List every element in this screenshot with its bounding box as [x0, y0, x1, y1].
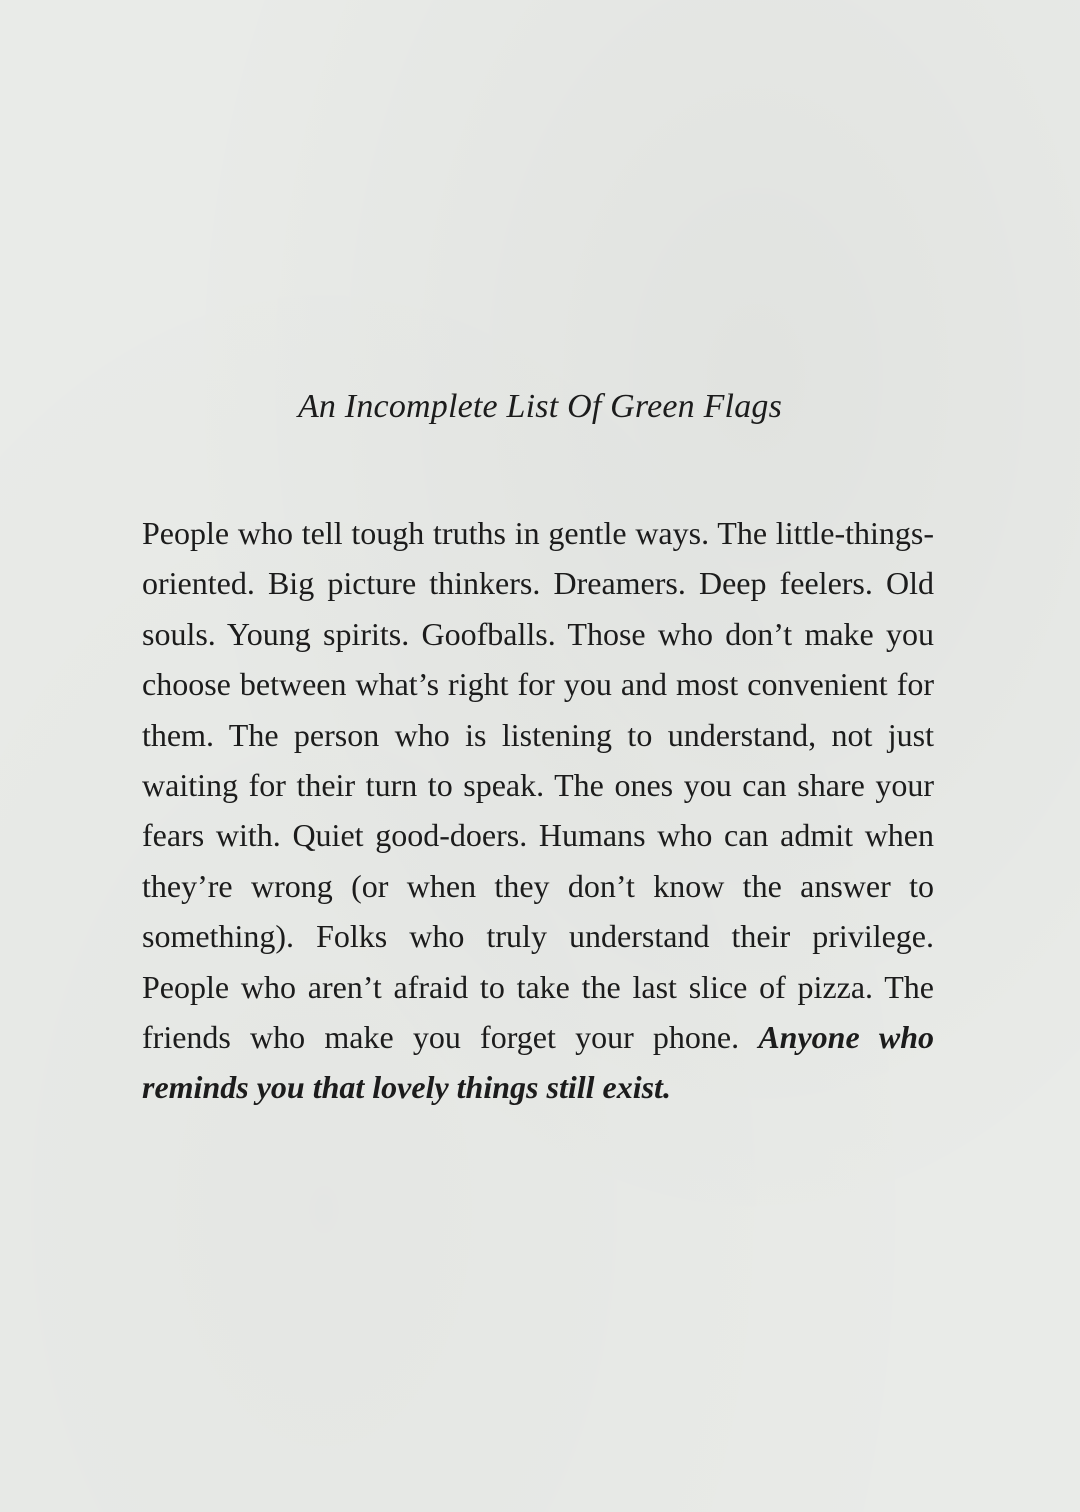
body-text: People who tell tough truths in gentle ways. The little-things-oriented. Big picture thinkers. Dreamers. Deep feelers. Old souls. Young spirits. Goofballs. Those who don’t make you choose between what’s right for you and most convenient for them. The person who is listening to understand, not just waiting for their turn to speak. The ones you can share your fears with. Quiet good-doers. Humans who can admit when they’re wrong (or when they don’t know the answer to something). Folks who truly understand their privilege. People who aren’t afraid to take the last slice of pizza. The friends who make you forget your phone.	[142, 515, 934, 1056]
body-paragraph	[142, 508, 934, 1113]
page-title: An Incomplete List Of Green Flags	[297, 388, 783, 425]
closing-emphasis: Anyone who reminds you that lovely things still exist.	[142, 1019, 935, 1106]
